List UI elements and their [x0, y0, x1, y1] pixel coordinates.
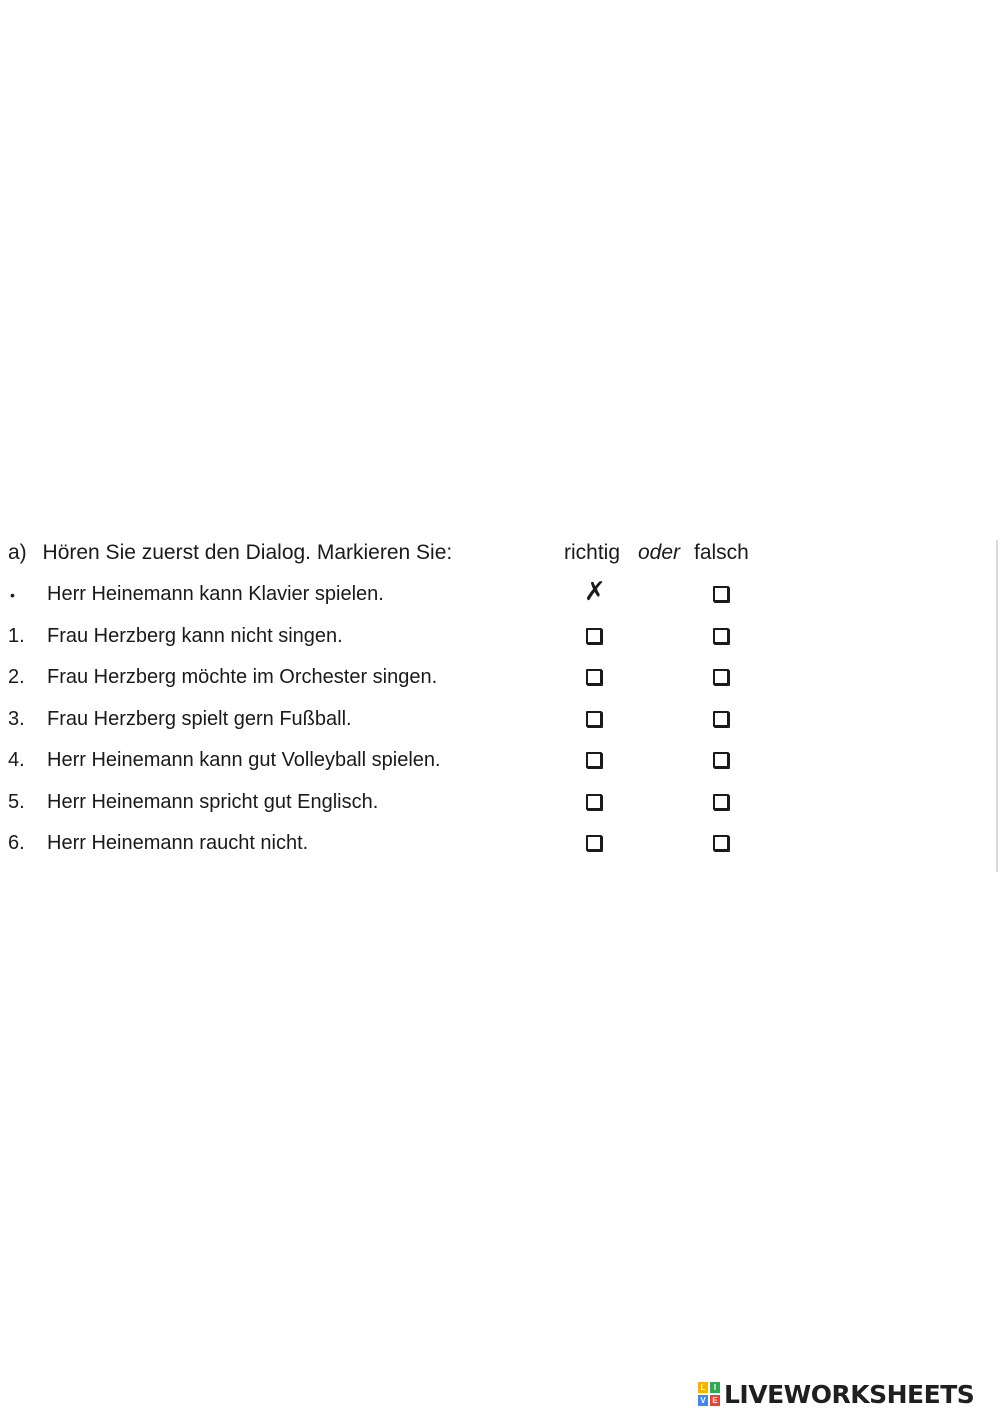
statement-row-3	[0, 698, 990, 740]
statement-number: 5.	[8, 790, 25, 813]
richtig-checkbox[interactable]	[586, 669, 602, 685]
richtig-checkbox[interactable]	[586, 628, 602, 644]
instruction	[8, 541, 452, 565]
statement-row-6	[0, 822, 990, 864]
statement-number: 4.	[8, 749, 25, 771]
statement-text: Herr Heinemann spricht gut Englisch.	[47, 790, 379, 813]
falsch-checkbox[interactable]	[713, 586, 729, 602]
statement-text: Herr Heinemann raucht nicht.	[47, 832, 309, 854]
liveworksheets-logo	[698, 1380, 974, 1408]
logo-squares-icon	[698, 1382, 720, 1406]
statement-row-1	[0, 615, 990, 657]
statement-text: Herr Heinemann kann gut Volleyball spielen.	[47, 749, 441, 771]
statement-row-5	[0, 781, 990, 823]
falsch-checkbox[interactable]	[713, 752, 729, 768]
logo-text: LIVEWORKSHEETS	[724, 1379, 975, 1409]
column-oder: oder	[638, 541, 681, 564]
instruction-text: Hören Sie zuerst den Dialog. Markieren Sie:	[42, 541, 453, 564]
cross-mark-icon: ✗	[584, 576, 606, 606]
falsch-checkbox[interactable]	[713, 669, 729, 685]
statement-text: Frau Herzberg möchte im Orchester singen.	[47, 666, 438, 688]
falsch-checkbox[interactable]	[713, 711, 729, 727]
statement-row-2	[0, 656, 990, 698]
logo-letter: V	[698, 1395, 708, 1406]
richtig-checkbox[interactable]	[586, 711, 602, 727]
statement-row-4	[0, 739, 990, 781]
richtig-checkbox[interactable]	[586, 752, 602, 768]
exercise-letter: a)	[8, 541, 27, 564]
statement-text: Herr Heinemann kann Klavier spielen.	[47, 583, 384, 605]
statement-number: 2.	[8, 666, 25, 688]
statement-number: 1.	[8, 624, 25, 647]
statement-number: 6.	[8, 832, 25, 854]
richtig-checkbox[interactable]	[586, 835, 602, 851]
exercise-section	[0, 533, 990, 864]
falsch-checkbox[interactable]	[713, 835, 729, 851]
statement-text: Frau Herzberg spielt gern Fußball.	[47, 707, 352, 730]
exercise-header	[0, 533, 990, 573]
logo-letter: E	[710, 1395, 720, 1406]
richtig-checkbox[interactable]	[586, 794, 602, 810]
falsch-checkbox[interactable]	[713, 628, 729, 644]
statement-row-example	[0, 573, 990, 615]
statement-number: 3.	[8, 707, 25, 730]
column-falsch: falsch	[694, 541, 749, 564]
logo-letter: L	[698, 1382, 708, 1393]
example-bullet: •	[10, 587, 15, 603]
statement-text: Frau Herzberg kann nicht singen.	[47, 624, 343, 647]
page-edge-line	[996, 540, 998, 872]
logo-letter: I	[710, 1382, 720, 1393]
column-richtig: richtig	[564, 541, 621, 564]
falsch-checkbox[interactable]	[713, 794, 729, 810]
